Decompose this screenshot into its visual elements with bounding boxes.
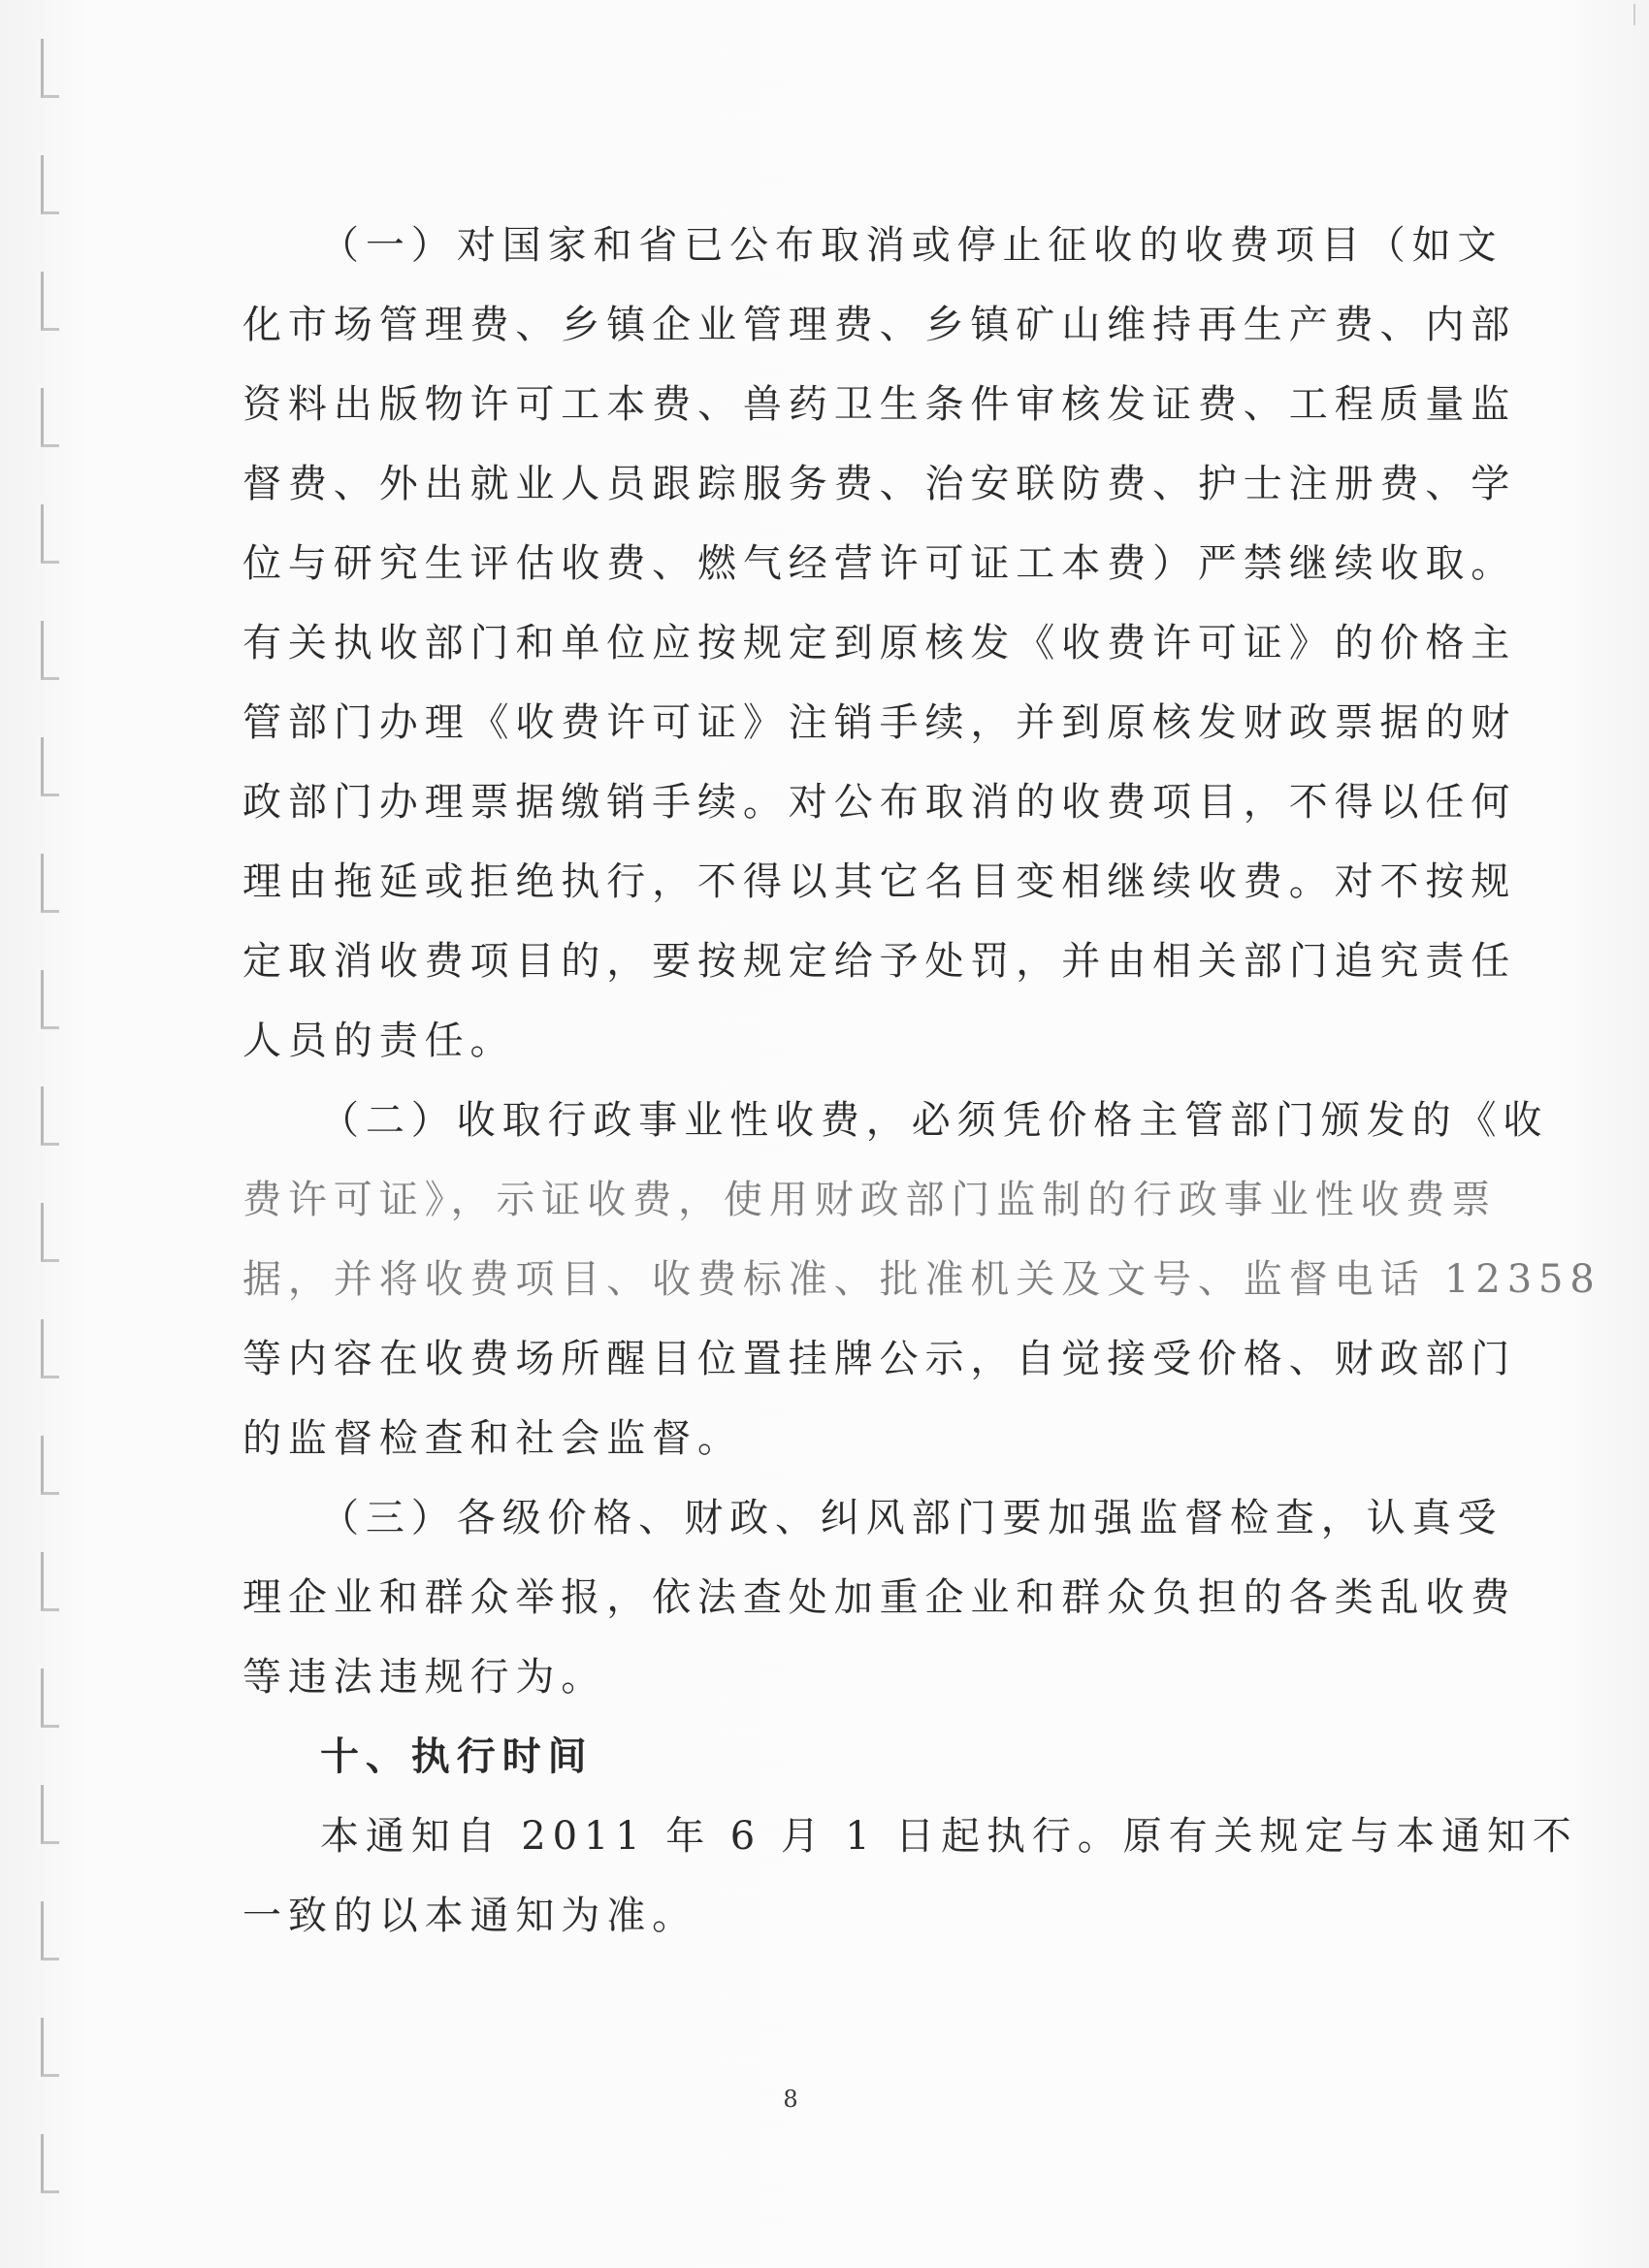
binding-mark	[41, 388, 59, 447]
binding-mark	[41, 1319, 59, 1378]
corner-mark	[1610, 4, 1635, 25]
paragraph-1-line: 位与研究生评估收费、燃气经营许可证工本费）严禁继续收取。	[242, 541, 1517, 586]
document-body	[242, 206, 1601, 1956]
binding-mark	[41, 854, 59, 913]
paragraph-1-line: 有关执收部门和单位应按规定到原核发《收费许可证》的价格主	[242, 621, 1517, 665]
paragraph-2-line: 费许可证》，示证收费，使用财政部门监制的行政事业性收费票	[242, 1178, 1498, 1222]
paragraph-3-line: 等违法违规行为。	[242, 1655, 607, 1700]
binding-mark	[41, 39, 59, 98]
paragraph-1-line: 管部门办理《收费许可证》注销手续，并到原核发财政票据的财	[242, 700, 1517, 745]
paragraph-2-line: 等内容在收费场所醒目位置挂牌公示，自觉接受价格、财政部门	[242, 1337, 1517, 1381]
paragraph-1-line: 人员的责任。	[242, 1019, 516, 1063]
paragraph-2-line: 的监督检查和社会监督。	[242, 1416, 743, 1461]
paragraph-1-line: 定取消收费项目的，要按规定给予处罚，并由相关部门追究责任	[242, 939, 1517, 984]
binding-mark	[41, 737, 59, 796]
paragraph-2-line: （二）收取行政事业性收费，必须凭价格主管部门颁发的《收	[320, 1098, 1549, 1143]
paragraph-1-line: 化市场管理费、乡镇企业管理费、乡镇矿山维持再生产费、内部	[242, 303, 1517, 347]
paragraph-2-line: 据，并将收费项目、收费标准、批准机关及文号、监督电话 12358	[242, 1257, 1601, 1302]
binding-mark	[41, 1203, 59, 1262]
binding-mark	[41, 2018, 59, 2077]
binding-mark	[41, 272, 59, 331]
binding-mark	[41, 1552, 59, 1611]
paragraph-1-line: （一）对国家和省已公布取消或停止征收的收费项目（如文	[320, 223, 1504, 268]
binding-margin-marks	[41, 39, 70, 2221]
paragraph-1-line: 政部门办理票据缴销手续。对公布取消的收费项目，不得以任何	[242, 780, 1517, 825]
paragraph-1-line: 督费、外出就业人员跟踪服务费、治安联防费、护士注册费、学	[242, 462, 1517, 506]
binding-mark	[41, 1669, 59, 1728]
paragraph-1-line: 资料出版物许可工本费、兽药卫生条件审核发证费、工程质量监	[242, 382, 1517, 427]
binding-mark	[41, 1086, 59, 1146]
paragraph-3-line: 理企业和群众举报，依法查处加重企业和群众负担的各类乱收费	[242, 1575, 1517, 1620]
page-number: 8	[783, 2086, 798, 2113]
binding-mark	[41, 970, 59, 1029]
binding-mark	[41, 1785, 59, 1844]
binding-mark	[41, 504, 59, 564]
section-heading: 十、执行时间	[320, 1733, 594, 1779]
binding-mark	[41, 1901, 59, 1960]
paragraph-1-line: 理由拖延或拒绝执行，不得以其它名目变相继续收费。对不按规	[242, 859, 1517, 904]
binding-mark	[41, 155, 59, 214]
binding-mark	[41, 1436, 59, 1495]
binding-mark	[41, 621, 59, 680]
paragraph-4-line: 一致的以本通知为准。	[242, 1894, 697, 1938]
paragraph-3-line: （三）各级价格、财政、纠风部门要加强监督检查，认真受	[320, 1496, 1504, 1540]
paragraph-4-line: 本通知自 2011 年 6 月 1 日起执行。原有关规定与本通知不	[320, 1814, 1578, 1859]
binding-mark	[41, 2134, 59, 2193]
